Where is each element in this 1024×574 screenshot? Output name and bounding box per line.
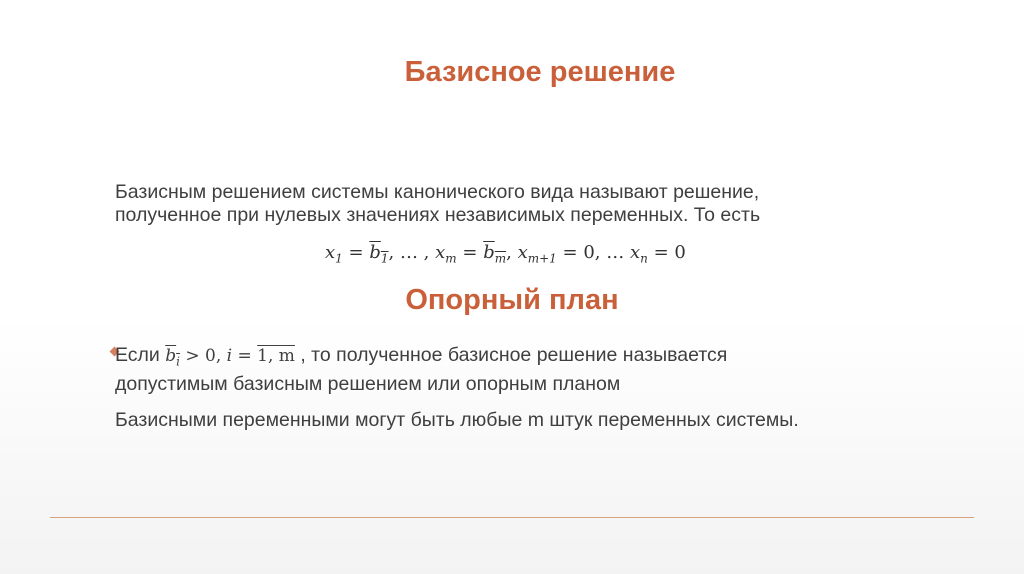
condition-line-2: допустимым базисным решением или опорным планом (115, 373, 621, 396)
definition-line-2: полученное при нулевых значениях независимых переменных. То есть (115, 204, 761, 226)
formula-eq3: = 0, … (556, 242, 630, 263)
formula-comma: , (506, 242, 518, 263)
condition-paragraph (115, 344, 915, 396)
condition-math: $b_i > 0$, i = 1, m (165, 346, 295, 369)
basis-variables-note: Базисными переменными могут быть любые m штук переменных системы. (115, 409, 799, 431)
formula-eq2: = (456, 242, 484, 263)
formula-eq4: = 0 (647, 242, 686, 263)
basic-solution-formula (325, 242, 705, 266)
condition-prefix: Если (115, 344, 166, 366)
definition-line-1: Базисным решением системы канонического вида называют решение, (115, 181, 760, 203)
formula-b1: $b_1$ (369, 242, 389, 266)
formula-dots1: , … , (388, 242, 436, 263)
slide-title: Базисное решение (404, 56, 676, 88)
footer-divider (50, 517, 974, 518)
formula-xn: $x_n$ (629, 242, 648, 266)
condition-line-1 (115, 344, 915, 373)
formula-eq1: = (342, 242, 370, 263)
definition-paragraph (115, 181, 915, 227)
formula-bm: $b_m$ (483, 242, 507, 266)
formula-xm: $x_m$ (435, 242, 457, 266)
subtitle-reference-plan: Опорный план (405, 284, 619, 316)
formula-xm1: $x_{m+1}$ (517, 242, 557, 266)
formula-x1: $x_1$ (325, 242, 343, 266)
condition-suffix: , то полученное базисное решение называется (294, 344, 728, 366)
